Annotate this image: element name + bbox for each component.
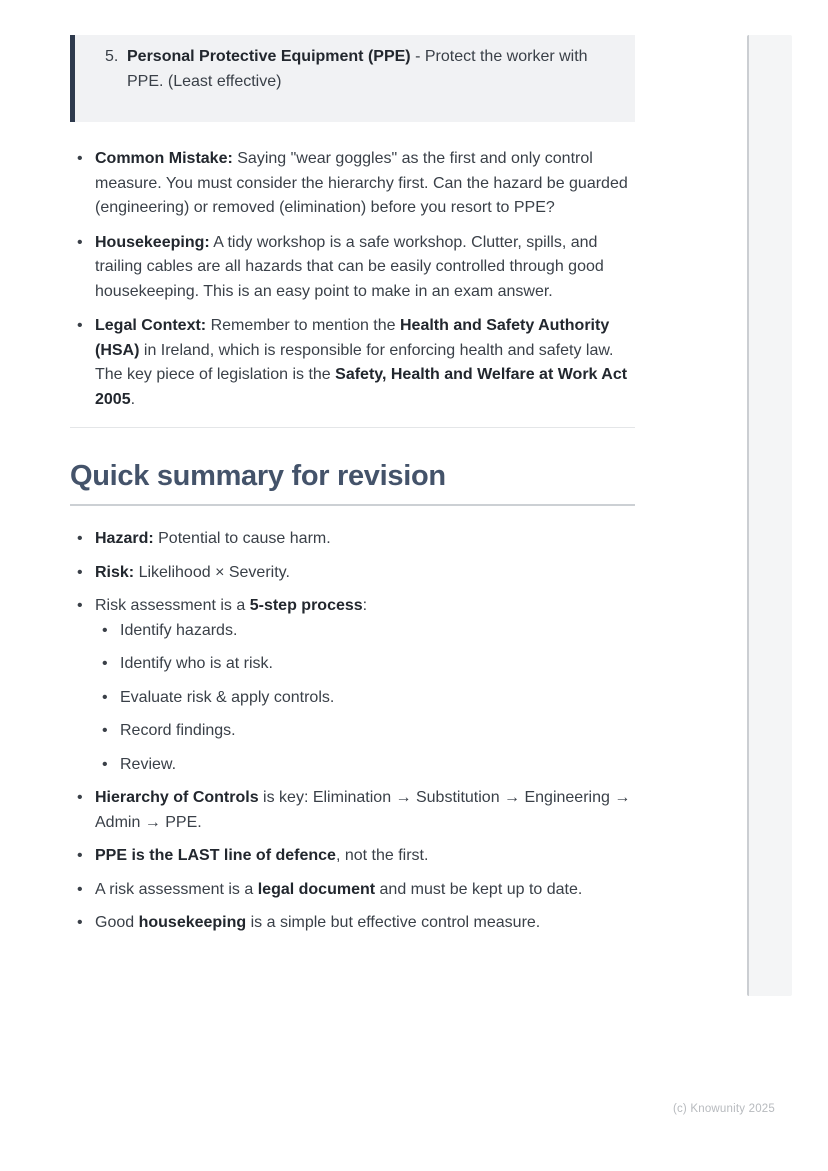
copyright-footer: (c) Knowunity 2025: [672, 1103, 775, 1115]
list-item-number: 5.: [105, 48, 119, 65]
next-page-edge: [747, 35, 792, 996]
callout-text: Personal Protective Equipment (PPE) - Protect the worker with PPE. (Least effective): [127, 48, 588, 90]
nested-list: [95, 619, 635, 778]
list-item: • Legal Context: Remember to mention the Health and Safety Authority (HSA) in Ireland, which is responsible for enforcing health and safety law. The key piece of legislation is the Safety, Health and Welfare at Work Act 2005.: [70, 314, 635, 412]
list-item: • Record findings.: [95, 719, 635, 744]
list-item: • Housekeeping: A tidy workshop is a safe workshop. Clutter, spills, and trailing cables are all hazards that can be easily controlled through good housekeeping. This is an easy point to make in an exam answer.: [70, 231, 635, 305]
summary-list: [70, 527, 635, 936]
list-item: • Review.: [95, 753, 635, 778]
document-content: [70, 35, 635, 945]
ordered-list-item: [105, 45, 619, 94]
notes-list: [70, 147, 635, 412]
list-item: • Hierarchy of Controls is key: Elimination → Substitution → Engineering → Admin → PPE.: [70, 786, 635, 835]
list-item: • Identify who is at risk.: [95, 652, 635, 677]
list-item: • Evaluate risk & apply controls.: [95, 686, 635, 711]
list-item: • Identify hazards.: [95, 619, 635, 644]
list-item: • PPE is the LAST line of defence, not the first.: [70, 844, 635, 869]
section-heading: Quick summary for revision: [70, 458, 635, 506]
list-item: • Risk: Likelihood × Severity.: [70, 561, 635, 586]
list-item: • Risk assessment is a 5-step process: • Identify hazards. • Identify who is at risk. • Evaluate risk & apply controls. • Record findings. • Review.: [70, 594, 635, 777]
list-item: • A risk assessment is a legal document and must be kept up to date.: [70, 878, 635, 903]
callout-quote: [70, 35, 635, 122]
section-divider: [70, 427, 635, 428]
list-item: • Hazard: Potential to cause harm.: [70, 527, 635, 552]
list-item: • Good housekeeping is a simple but effective control measure.: [70, 911, 635, 936]
list-item: • Common Mistake: Saying "wear goggles" as the first and only control measure. You must consider the hierarchy first. Can the hazard be guarded (engineering) or removed (elimination) before you resort to PPE?: [70, 147, 635, 221]
